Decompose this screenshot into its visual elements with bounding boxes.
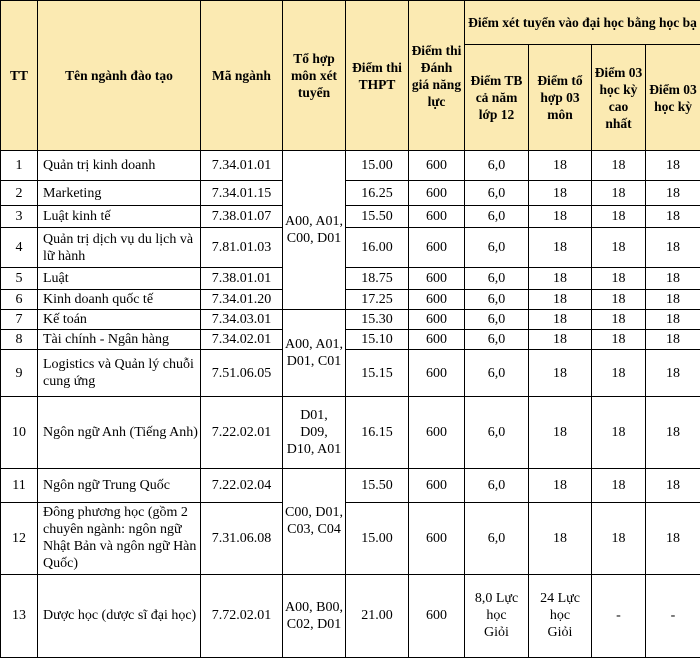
header-dgnl-score: Điểm thi Đánh giá năng lực <box>409 1 465 151</box>
table-row <box>1 206 700 228</box>
row-hk3-max: 18 <box>592 181 646 206</box>
row-dgnl: 600 <box>409 310 465 330</box>
table-row <box>1 397 700 468</box>
table-row <box>1 574 700 657</box>
header-tb12: Điểm TB cả năm lớp 12 <box>465 45 529 151</box>
row-tohop3: 18 <box>529 206 592 228</box>
row-tt: 11 <box>1 468 38 502</box>
row-name: Đông phương học (gồm 2 chuyên ngành: ngôn ngữ Nhật Bản và ngôn ngữ Hàn Quốc) <box>38 502 201 574</box>
row-dgnl: 600 <box>409 206 465 228</box>
row-hk3: 18 <box>646 397 700 468</box>
row-dgnl: 600 <box>409 181 465 206</box>
header-tt: TT <box>1 1 38 151</box>
row-thpt: 17.25 <box>346 290 409 310</box>
row-code: 7.38.01.01 <box>201 268 283 290</box>
combo-group-4: C00, D01, C03, C04 <box>283 468 346 574</box>
row-tt: 2 <box>1 181 38 206</box>
row-thpt: 15.10 <box>346 330 409 350</box>
row-hk3-max: 18 <box>592 310 646 330</box>
row-dgnl: 600 <box>409 350 465 397</box>
table-row <box>1 468 700 502</box>
row-hk3: 18 <box>646 350 700 397</box>
row-code: 7.81.01.03 <box>201 228 283 268</box>
header-subject-combo: Tổ hợp môn xét tuyển <box>283 1 346 151</box>
row-tohop3: 18 <box>529 350 592 397</box>
row-hk3-max: 18 <box>592 468 646 502</box>
row-tb12: 8,0 Lực học Giỏi <box>465 574 529 657</box>
table-row <box>1 268 700 290</box>
row-name: Luật <box>38 268 201 290</box>
table-row <box>1 350 700 397</box>
row-hk3-max: 18 <box>592 290 646 310</box>
combo-group-1: A00, A01, C00, D01 <box>283 151 346 310</box>
row-tt: 10 <box>1 397 38 468</box>
row-tt: 3 <box>1 206 38 228</box>
table-row <box>1 330 700 350</box>
row-hk3: 18 <box>646 502 700 574</box>
row-tohop3: 18 <box>529 397 592 468</box>
row-tt: 6 <box>1 290 38 310</box>
row-code: 7.34.01.01 <box>201 151 283 181</box>
row-dgnl: 600 <box>409 151 465 181</box>
row-tt: 12 <box>1 502 38 574</box>
row-thpt: 16.15 <box>346 397 409 468</box>
row-hk3-max: 18 <box>592 151 646 181</box>
row-name: Kế toán <box>38 310 201 330</box>
row-hk3-max: 18 <box>592 502 646 574</box>
row-code: 7.34.02.01 <box>201 330 283 350</box>
row-code: 7.31.06.08 <box>201 502 283 574</box>
combo-group-2: A00, A01, D01, C01 <box>283 310 346 397</box>
row-tt: 13 <box>1 574 38 657</box>
row-name: Logistics và Quản lý chuỗi cung ứng <box>38 350 201 397</box>
row-tohop3: 24 Lực học Giỏi <box>529 574 592 657</box>
row-tt: 8 <box>1 330 38 350</box>
row-thpt: 18.75 <box>346 268 409 290</box>
row-tohop3: 18 <box>529 151 592 181</box>
row-hk3-max: 18 <box>592 228 646 268</box>
row-tb12: 6,0 <box>465 397 529 468</box>
row-name: Dược học (dược sĩ đại học) <box>38 574 201 657</box>
row-tb12: 6,0 <box>465 206 529 228</box>
row-dgnl: 600 <box>409 330 465 350</box>
row-thpt: 16.25 <box>346 181 409 206</box>
table-row <box>1 310 700 330</box>
row-hk3: 18 <box>646 181 700 206</box>
row-tohop3: 18 <box>529 468 592 502</box>
row-name: Ngôn ngữ Anh (Tiếng Anh) <box>38 397 201 468</box>
row-dgnl: 600 <box>409 502 465 574</box>
row-code: 7.22.02.01 <box>201 397 283 468</box>
row-tohop3: 18 <box>529 268 592 290</box>
row-name: Tài chính - Ngân hàng <box>38 330 201 350</box>
row-name: Quản trị kinh doanh <box>38 151 201 181</box>
row-hk3: 18 <box>646 330 700 350</box>
row-dgnl: 600 <box>409 397 465 468</box>
row-name: Kinh doanh quốc tế <box>38 290 201 310</box>
row-hk3: 18 <box>646 290 700 310</box>
row-hk3: 18 <box>646 228 700 268</box>
row-hk3-max: 18 <box>592 350 646 397</box>
table-row <box>1 228 700 268</box>
row-hk3: 18 <box>646 206 700 228</box>
row-name: Marketing <box>38 181 201 206</box>
row-tb12: 6,0 <box>465 502 529 574</box>
row-thpt: 15.00 <box>346 502 409 574</box>
header-thpt-score: Điểm thi THPT <box>346 1 409 151</box>
row-hk3: 18 <box>646 310 700 330</box>
row-name: Ngôn ngữ Trung Quốc <box>38 468 201 502</box>
row-dgnl: 600 <box>409 228 465 268</box>
row-name: Luật kinh tế <box>38 206 201 228</box>
table-row <box>1 502 700 574</box>
row-tohop3: 18 <box>529 290 592 310</box>
row-tb12: 6,0 <box>465 151 529 181</box>
row-tohop3: 18 <box>529 502 592 574</box>
header-tohop3: Điểm tổ hợp 03 môn <box>529 45 592 151</box>
header-major-name: Tên ngành đào tạo <box>38 1 201 151</box>
row-hk3-max: 18 <box>592 397 646 468</box>
row-tb12: 6,0 <box>465 290 529 310</box>
row-code: 7.38.01.07 <box>201 206 283 228</box>
row-tb12: 6,0 <box>465 268 529 290</box>
row-tb12: 6,0 <box>465 228 529 268</box>
row-dgnl: 600 <box>409 468 465 502</box>
row-tohop3: 18 <box>529 310 592 330</box>
combo-group-5: A00, B00, C02, D01 <box>283 574 346 657</box>
row-thpt: 15.00 <box>346 151 409 181</box>
row-hk3: - <box>646 574 700 657</box>
row-tb12: 6,0 <box>465 350 529 397</box>
row-hk3-max: 18 <box>592 330 646 350</box>
row-thpt: 15.15 <box>346 350 409 397</box>
row-tohop3: 18 <box>529 330 592 350</box>
row-tt: 5 <box>1 268 38 290</box>
row-code: 7.34.01.20 <box>201 290 283 310</box>
header-hk3-max: Điểm 03 học kỳ cao nhất <box>592 45 646 151</box>
header-major-code: Mã ngành <box>201 1 283 151</box>
row-dgnl: 600 <box>409 574 465 657</box>
row-hk3-max: - <box>592 574 646 657</box>
row-code: 7.72.02.01 <box>201 574 283 657</box>
row-dgnl: 600 <box>409 290 465 310</box>
header-hk3: Điểm 03 học kỳ <box>646 45 700 151</box>
row-tb12: 6,0 <box>465 181 529 206</box>
row-thpt: 15.50 <box>346 206 409 228</box>
combo-group-3: D01, D09, D10, A01 <box>283 397 346 468</box>
row-hk3: 18 <box>646 468 700 502</box>
row-code: 7.51.06.05 <box>201 350 283 397</box>
row-thpt: 15.30 <box>346 310 409 330</box>
row-tt: 4 <box>1 228 38 268</box>
row-code: 7.34.03.01 <box>201 310 283 330</box>
row-tohop3: 18 <box>529 228 592 268</box>
row-tb12: 6,0 <box>465 310 529 330</box>
row-thpt: 21.00 <box>346 574 409 657</box>
row-tt: 7 <box>1 310 38 330</box>
row-code: 7.22.02.04 <box>201 468 283 502</box>
header-transcript-group: Điểm xét tuyển vào đại học bằng học bạ <box>465 1 700 45</box>
row-tohop3: 18 <box>529 181 592 206</box>
row-tt: 1 <box>1 151 38 181</box>
table-row <box>1 151 700 181</box>
row-tb12: 6,0 <box>465 330 529 350</box>
row-dgnl: 600 <box>409 268 465 290</box>
row-hk3-max: 18 <box>592 206 646 228</box>
table-row <box>1 181 700 206</box>
row-tt: 9 <box>1 350 38 397</box>
row-code: 7.34.01.15 <box>201 181 283 206</box>
row-thpt: 15.50 <box>346 468 409 502</box>
row-name: Quản trị dịch vụ du lịch và lữ hành <box>38 228 201 268</box>
row-thpt: 16.00 <box>346 228 409 268</box>
row-tb12: 6,0 <box>465 468 529 502</box>
row-hk3: 18 <box>646 268 700 290</box>
row-hk3-max: 18 <box>592 268 646 290</box>
row-hk3: 18 <box>646 151 700 181</box>
table-row <box>1 290 700 310</box>
